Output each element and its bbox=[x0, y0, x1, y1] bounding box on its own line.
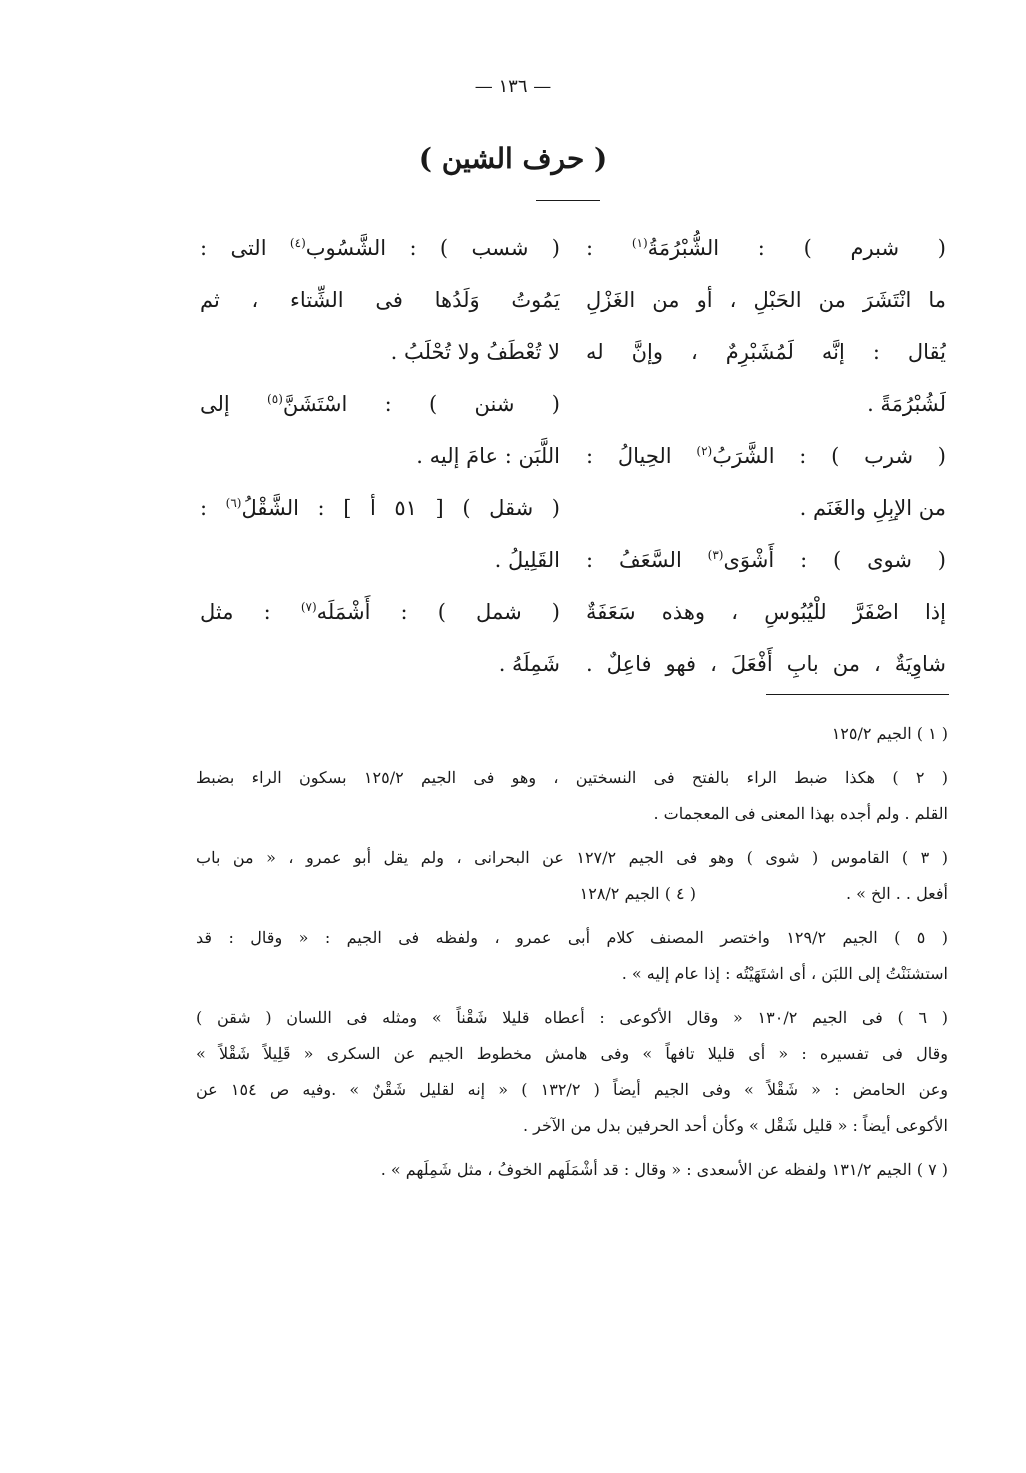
footnote-ref: (٦) bbox=[225, 496, 242, 510]
footnote-ref: (٤) bbox=[289, 236, 306, 250]
footnote-5-line: استشنَنْتُ إلى اللبَن ، أى اشتَهَيْتُه : إذا عام إليه » . bbox=[621, 964, 948, 983]
main-text bbox=[200, 222, 946, 692]
entry-line: لَشُبْرُمَةً . bbox=[867, 392, 946, 416]
entry-line: ( شرب ) : الشَّرَبُ$^{(٢)}$ الحِيالُ : bbox=[586, 444, 946, 468]
footnote-ref: (٧) bbox=[300, 600, 317, 614]
entry-line: القَلِيلُ . bbox=[494, 548, 560, 572]
footnote-ref: (١) bbox=[631, 236, 648, 250]
entry-line: ( شسب ) : الشَّسُوب$^{(٤)}$ التى : bbox=[200, 236, 560, 260]
footnote-3-line: ( ٣ ) القاموس ( شوى ) وهو فى الجيم ١٢٧/٢ عن البحرانى ، ولم يقل أبو عمرو ، « من باب bbox=[196, 848, 948, 867]
footnote-6-line: وعن الحامض : « شَقْلاً » وفى الجيم أيضاً ( ١٣٢/٢ ) « إنه لقليل شَقْنٌ » .وفيه ص ١٥٤ عن bbox=[196, 1080, 948, 1099]
entry-line: ( شمل ) : أَشْمَلَه$^{(٧)}$ : مثل bbox=[200, 600, 560, 624]
footnote-3-4-line bbox=[196, 876, 948, 912]
footnote-4: ( ٤ ) الجيم ١٢٨/٢ bbox=[579, 884, 696, 903]
entry-line: اللَّبَن : عامَ إليه . bbox=[416, 444, 560, 468]
page-number: — ١٣٦ — bbox=[474, 76, 552, 97]
footnote-6-line: الأكوعى أيضاً : « قليل شَقْل » وكأن أحد الحرفين بدل من الآخر . bbox=[522, 1116, 948, 1135]
footnotes bbox=[196, 716, 948, 1188]
entry-line: يَمُوتُ وَلَدُها فى الشِّتاء ، ثم bbox=[200, 288, 560, 312]
footnote-1: ( ١ ) الجيم ١٢٥/٢ bbox=[831, 724, 948, 743]
footnote-6-line: وقال فى تفسيره : « أى قليلا تافهاً » وفى هامش مخطوط الجيم عن السكرى « قَلِيلاً شَقْلاً » bbox=[196, 1044, 948, 1063]
footnote-2-line: ( ٢ ) هكذا ضبط الراء بالفتح فى النسختين ، وهو فى الجيم ١٢٥/٢ بسكون الراء بضبط bbox=[196, 768, 948, 787]
footnote-2-line: القلم . ولم أجده بهذا المعنى فى المعجمات . bbox=[653, 804, 948, 823]
footnote-3-line: أفعل . . الخ » . bbox=[845, 884, 948, 903]
footnote-5-line: ( ٥ ) الجيم ١٢٩/٢ واختصر المصنف كلام أبى عمرو ، ولفظه فى الجيم : « وقال : قد bbox=[196, 928, 948, 947]
right-column bbox=[586, 222, 946, 692]
footnote-6-line: ( ٦ ) فى الجيم ١٣٠/٢ « وقال الأكوعى : أعطاه قليلا شَقْناً » ومثله فى اللسان ( شقن ) bbox=[196, 1008, 948, 1027]
page-title: ( حرف الشين ) bbox=[418, 142, 608, 175]
entry-line: ( شوى ) : أَشْوَى$^{(٣)}$ السَّعَفُ : bbox=[586, 548, 946, 572]
footnote-7: ( ٧ ) الجيم ١٣١/٢ ولفظه عن الأسعدى : « وقال : قد أشْمَلَهم الخوفُ ، مثل شَمِلَهم » . bbox=[380, 1160, 948, 1179]
footnote-ref: (٢) bbox=[696, 444, 713, 458]
entry-line: شَمِلَهُ . bbox=[498, 652, 560, 676]
left-column bbox=[200, 222, 560, 692]
footnote-ref: (٣) bbox=[707, 548, 724, 562]
entry-line: من الإبِلِ والغَنَم . bbox=[799, 496, 946, 520]
footnote-divider bbox=[766, 694, 949, 695]
entry-line: ( شقل ) [ ٥١ أ ] : الشَّقْلُ$^{(٦)}$ : bbox=[200, 496, 560, 520]
title-divider bbox=[536, 200, 600, 201]
entry-line: شاوِيَةٌ ، من بابِ أَفْعَلَ ، فهو فاعِلٌ . bbox=[586, 652, 946, 676]
entry-line: يُقال : إنَّه لَمُشَبْرِمٌ ، وإنَّ له bbox=[586, 340, 946, 364]
entry-line: ( شنن ) : اسْتَشَنَّ$^{(٥)}$ إلى bbox=[200, 392, 560, 416]
entry-line: لا تُعْطَفُ ولا تُحْلَبُ . bbox=[390, 340, 560, 364]
entry-line: إذا اصْفَرَّ للْيُبُوسِ ، وهذه سَعَفَةٌ bbox=[586, 600, 946, 624]
entry-line: ما انْتَشَرَ من الحَبْلِ ، أو من الغَزْلِ bbox=[586, 288, 946, 312]
entry-line: ( شبرم ) : الشُّبْرُمَةُ$^{(١)}$ : bbox=[586, 236, 946, 260]
footnote-ref: (٥) bbox=[267, 392, 283, 406]
